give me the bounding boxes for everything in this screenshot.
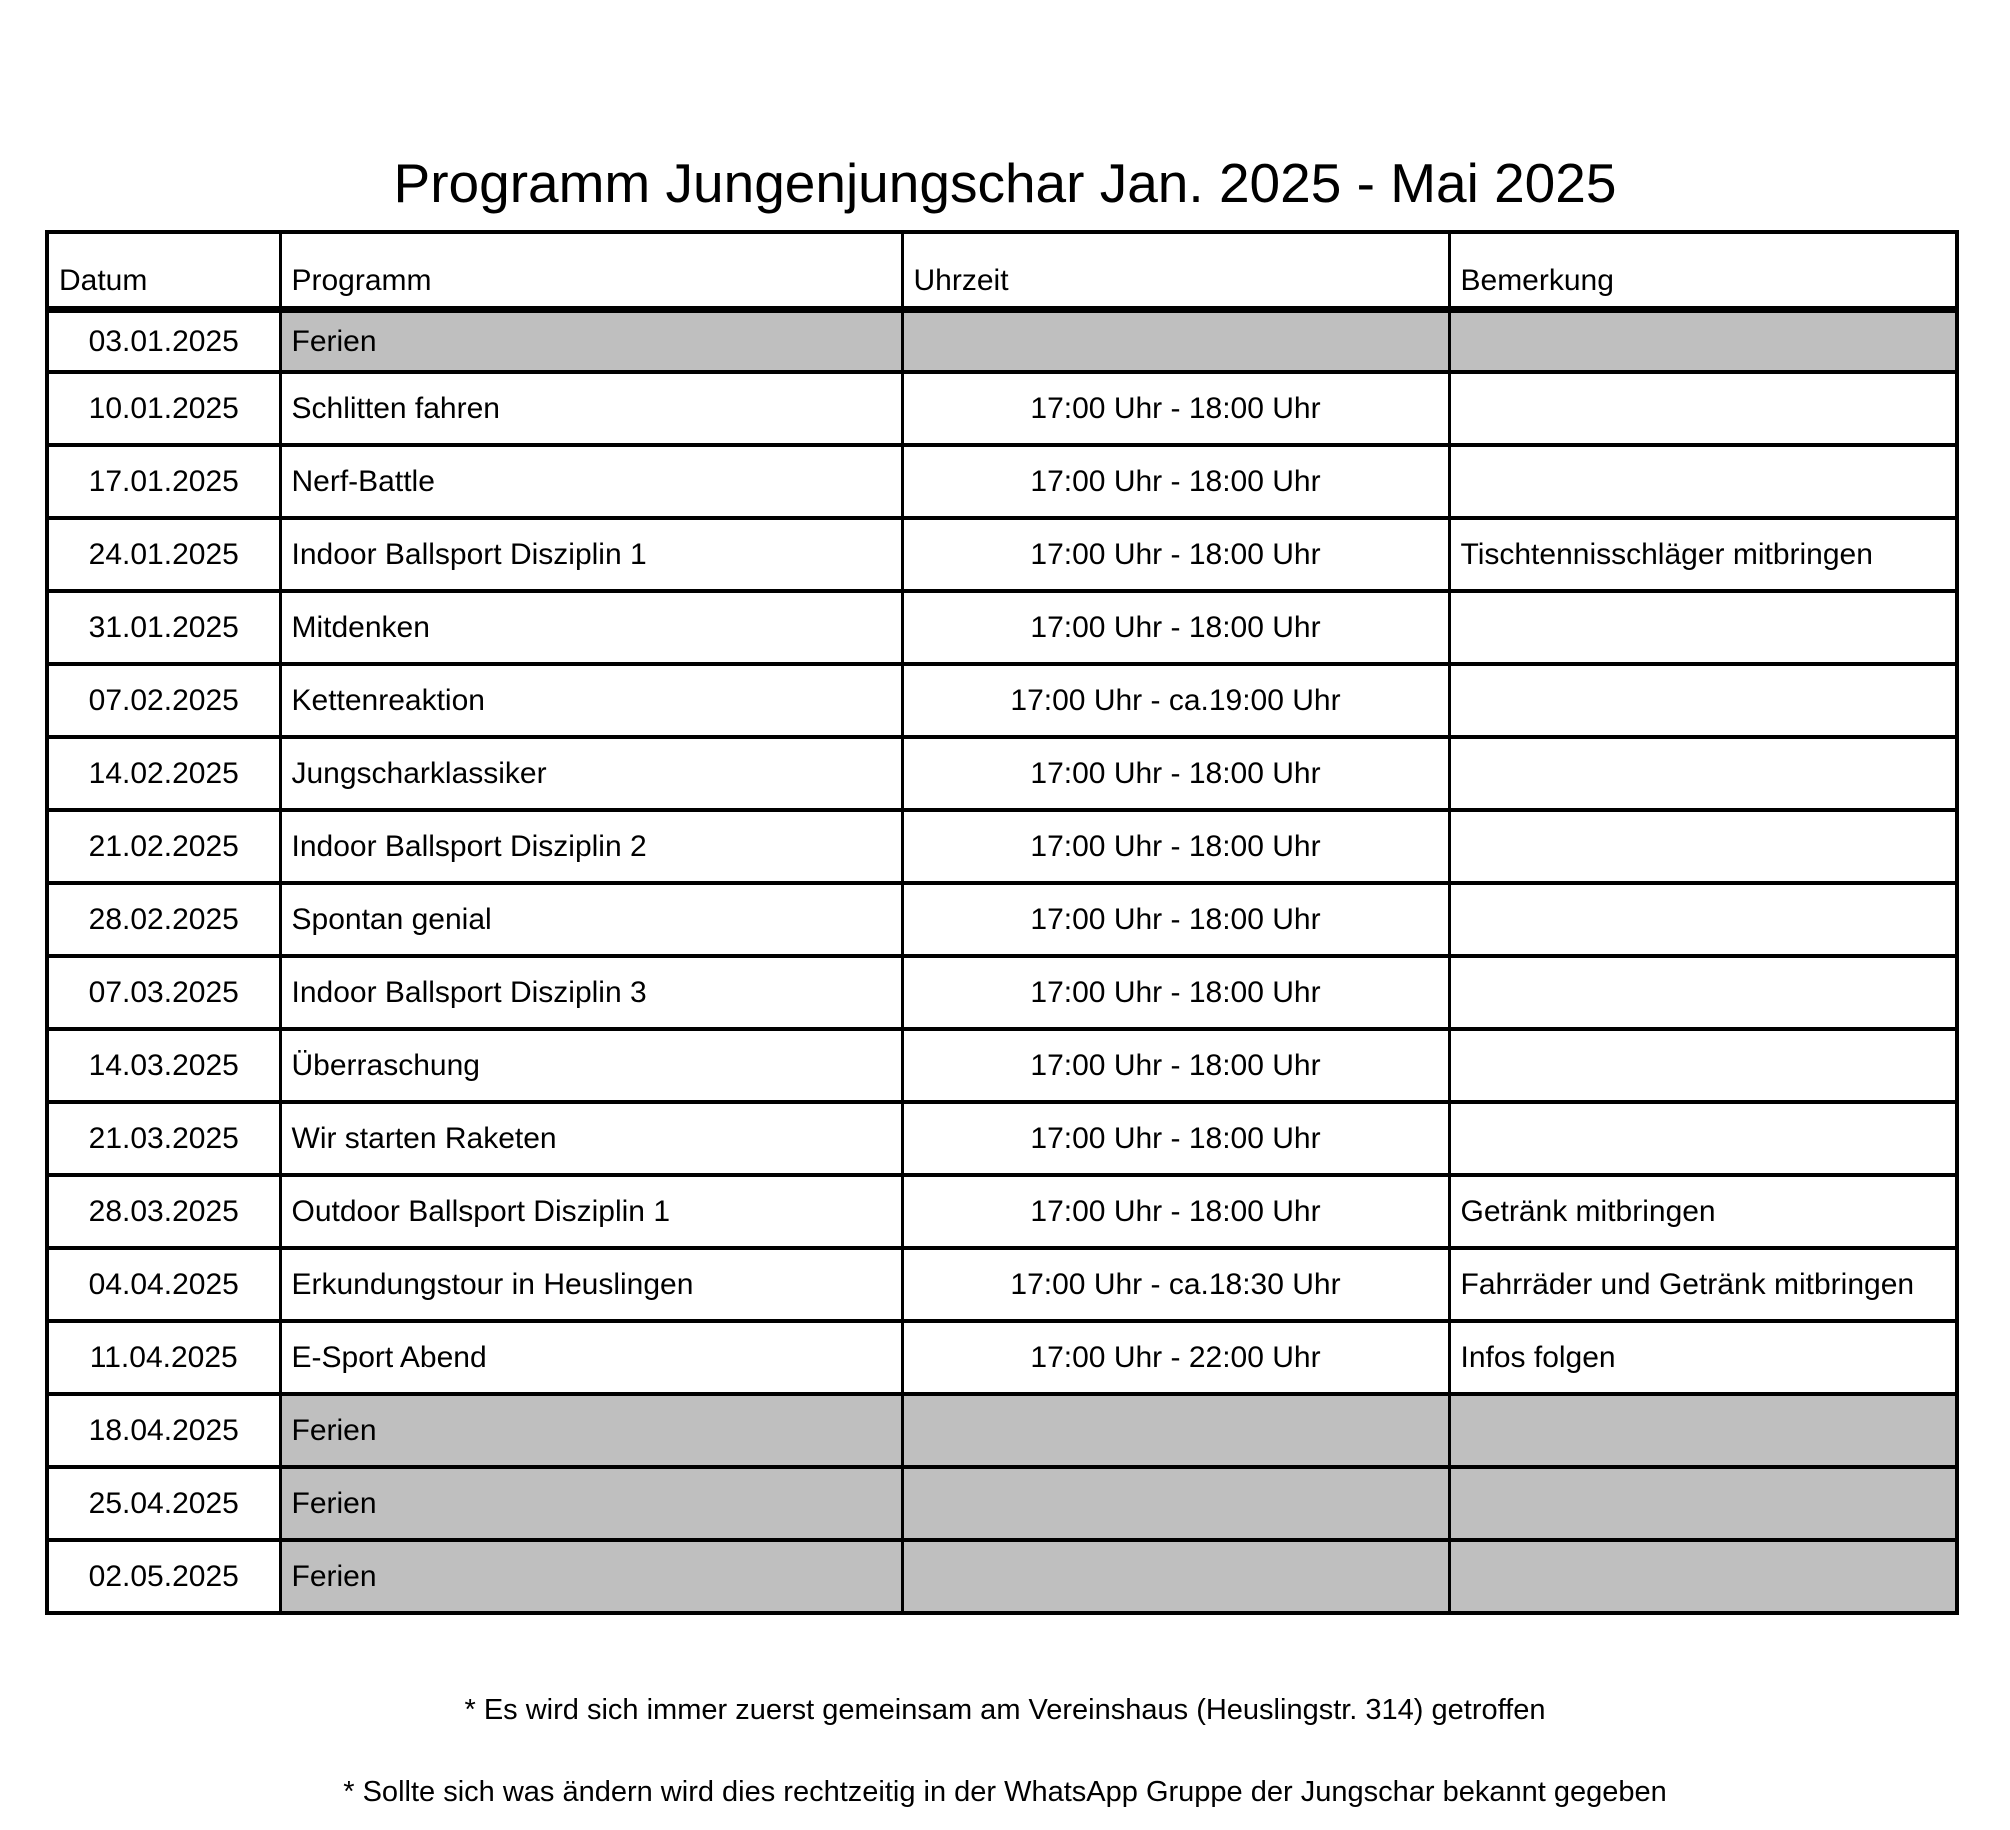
cell-programm: Ferien	[280, 1540, 902, 1613]
table-row	[47, 883, 1957, 956]
cell-uhrzeit: 17:00 Uhr - 18:00 Uhr	[902, 518, 1449, 591]
footnote-whatsapp-note: * Sollte sich was ändern wird dies rechtzeitig in der WhatsApp Gruppe der Jungschar bekannt gegeben	[343, 1776, 1667, 1808]
cell-datum: 21.03.2025	[47, 1102, 280, 1175]
table-row	[47, 1175, 1957, 1248]
cell-programm: Indoor Ballsport Disziplin 2	[280, 810, 902, 883]
cell-bemerkung	[1449, 737, 1957, 810]
cell-programm: Indoor Ballsport Disziplin 3	[280, 956, 902, 1029]
table-row	[47, 1321, 1957, 1394]
cell-programm: Wir starten Raketen	[280, 1102, 902, 1175]
cell-datum: 28.02.2025	[47, 883, 280, 956]
table-row	[47, 591, 1957, 664]
cell-bemerkung: Getränk mitbringen	[1449, 1175, 1957, 1248]
cell-datum: 02.05.2025	[47, 1540, 280, 1613]
table-row	[47, 737, 1957, 810]
table-row	[47, 1540, 1957, 1613]
table-row	[47, 1467, 1957, 1540]
cell-bemerkung	[1449, 1102, 1957, 1175]
header-row	[47, 232, 1957, 310]
cell-programm: Erkundungstour in Heuslingen	[280, 1248, 902, 1321]
cell-datum: 24.01.2025	[47, 518, 280, 591]
table-row	[47, 1394, 1957, 1467]
cell-uhrzeit	[902, 1540, 1449, 1613]
table-row	[47, 664, 1957, 737]
cell-bemerkung	[1449, 883, 1957, 956]
cell-datum: 31.01.2025	[47, 591, 280, 664]
cell-bemerkung	[1449, 591, 1957, 664]
table-row	[47, 372, 1957, 445]
cell-uhrzeit: 17:00 Uhr - 18:00 Uhr	[902, 1029, 1449, 1102]
cell-uhrzeit: 17:00 Uhr - 18:00 Uhr	[902, 1102, 1449, 1175]
cell-datum: 07.03.2025	[47, 956, 280, 1029]
cell-datum: 04.04.2025	[47, 1248, 280, 1321]
cell-datum: 18.04.2025	[47, 1394, 280, 1467]
cell-bemerkung	[1449, 310, 1957, 373]
cell-programm: Indoor Ballsport Disziplin 1	[280, 518, 902, 591]
cell-uhrzeit: 17:00 Uhr - 18:00 Uhr	[902, 591, 1449, 664]
cell-datum: 17.01.2025	[47, 445, 280, 518]
cell-bemerkung	[1449, 810, 1957, 883]
page-title: Programm Jungenjungschar Jan. 2025 - Mai 2025	[393, 152, 1617, 214]
cell-uhrzeit: 17:00 Uhr - 18:00 Uhr	[902, 956, 1449, 1029]
cell-bemerkung	[1449, 1394, 1957, 1467]
cell-programm: Mitdenken	[280, 591, 902, 664]
cell-bemerkung	[1449, 956, 1957, 1029]
cell-uhrzeit: 17:00 Uhr - ca.18:30 Uhr	[902, 1248, 1449, 1321]
cell-programm: Ferien	[280, 310, 902, 373]
cell-programm: Spontan genial	[280, 883, 902, 956]
cell-programm: Kettenreaktion	[280, 664, 902, 737]
cell-datum: 11.04.2025	[47, 1321, 280, 1394]
table-row	[47, 1029, 1957, 1102]
table-row	[47, 445, 1957, 518]
cell-datum: 25.04.2025	[47, 1467, 280, 1540]
cell-programm: Outdoor Ballsport Disziplin 1	[280, 1175, 902, 1248]
cell-datum: 14.03.2025	[47, 1029, 280, 1102]
cell-programm: Nerf-Battle	[280, 445, 902, 518]
table-row	[47, 1102, 1957, 1175]
table-row	[47, 810, 1957, 883]
table-row	[47, 956, 1957, 1029]
cell-uhrzeit: 17:00 Uhr - 18:00 Uhr	[902, 737, 1449, 810]
cell-datum: 14.02.2025	[47, 737, 280, 810]
cell-programm: E-Sport Abend	[280, 1321, 902, 1394]
cell-uhrzeit	[902, 1467, 1449, 1540]
cell-uhrzeit	[902, 1394, 1449, 1467]
cell-uhrzeit: 17:00 Uhr - ca.19:00 Uhr	[902, 664, 1449, 737]
cell-datum: 03.01.2025	[47, 310, 280, 373]
col-header-programm: Programm	[280, 232, 902, 310]
table-row	[47, 518, 1957, 591]
cell-bemerkung	[1449, 1467, 1957, 1540]
cell-uhrzeit	[902, 310, 1449, 373]
cell-bemerkung	[1449, 1029, 1957, 1102]
cell-datum: 21.02.2025	[47, 810, 280, 883]
cell-datum: 28.03.2025	[47, 1175, 280, 1248]
cell-uhrzeit: 17:00 Uhr - 18:00 Uhr	[902, 372, 1449, 445]
col-header-bemerkung: Bemerkung	[1449, 232, 1957, 310]
cell-bemerkung: Fahrräder und Getränk mitbringen	[1449, 1248, 1957, 1321]
cell-datum: 07.02.2025	[47, 664, 280, 737]
cell-programm: Ferien	[280, 1467, 902, 1540]
col-header-datum: Datum	[47, 232, 280, 310]
cell-uhrzeit: 17:00 Uhr - 18:00 Uhr	[902, 810, 1449, 883]
table-row	[47, 310, 1957, 373]
cell-bemerkung	[1449, 372, 1957, 445]
cell-bemerkung	[1449, 445, 1957, 518]
cell-datum: 10.01.2025	[47, 372, 280, 445]
cell-uhrzeit: 17:00 Uhr - 18:00 Uhr	[902, 883, 1449, 956]
col-header-uhrzeit: Uhrzeit	[902, 232, 1449, 310]
cell-programm: Jungscharklassiker	[280, 737, 902, 810]
program-table-body	[47, 310, 1957, 1614]
cell-bemerkung: Infos folgen	[1449, 1321, 1957, 1394]
cell-programm: Überraschung	[280, 1029, 902, 1102]
cell-programm: Schlitten fahren	[280, 372, 902, 445]
cell-bemerkung: Tischtennisschläger mitbringen	[1449, 518, 1957, 591]
program-table	[45, 230, 1959, 1615]
cell-bemerkung	[1449, 1540, 1957, 1613]
table-row	[47, 1248, 1957, 1321]
cell-uhrzeit: 17:00 Uhr - 22:00 Uhr	[902, 1321, 1449, 1394]
cell-programm: Ferien	[280, 1394, 902, 1467]
cell-uhrzeit: 17:00 Uhr - 18:00 Uhr	[902, 1175, 1449, 1248]
cell-uhrzeit: 17:00 Uhr - 18:00 Uhr	[902, 445, 1449, 518]
cell-bemerkung	[1449, 664, 1957, 737]
footnote-meeting-point: * Es wird sich immer zuerst gemeinsam am Vereinshaus (Heuslingstr. 314) getroffen	[464, 1694, 1546, 1726]
